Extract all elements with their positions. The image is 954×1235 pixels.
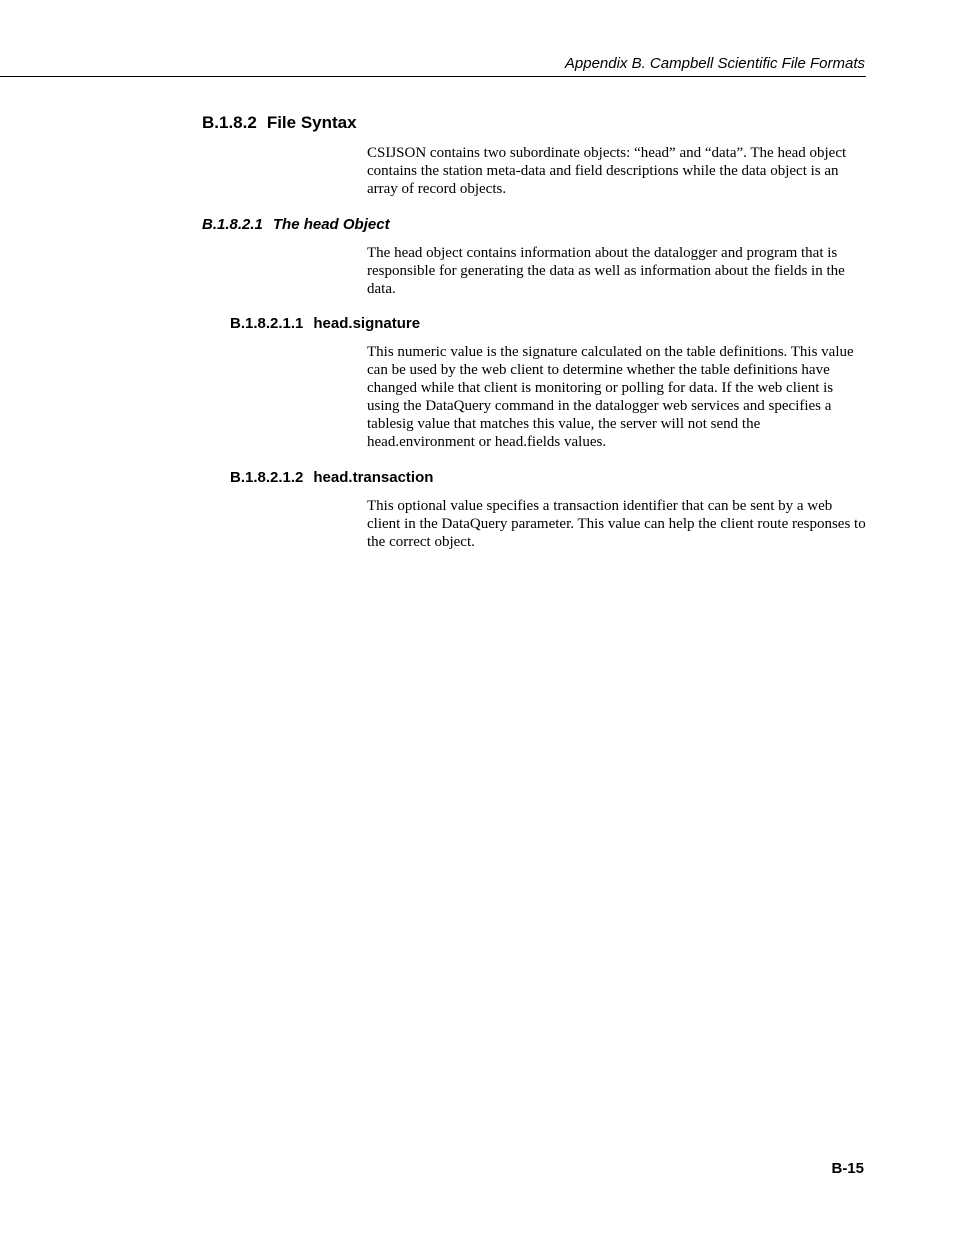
section-number: B.1.8.2.1 [202,216,263,233]
section-title: The head Object [272,216,390,233]
section-title: File Syntax [266,113,357,132]
paragraph-head-object: The head object contains information about the datalogger and program that is responsible for generating the data as well as information about the fields in the data. [367,245,845,297]
section-number: B.1.8.2.1.1 [230,315,304,332]
section-number: B.1.8.2 [202,113,257,132]
page-number: B-15 [831,1160,864,1177]
section-title: head.signature [313,315,421,332]
running-header: Appendix B. Campbell Scientific File Formats [564,55,865,72]
section-heading-head-transaction [230,469,433,487]
paragraph-file-syntax: CSIJSON contains two subordinate objects: “head” and “data”. The head object contains the station meta-data and field descriptions while the data object is an array of record objects. [367,145,847,197]
section-heading-head-signature [230,315,420,333]
section-heading-file-syntax [202,113,357,133]
paragraph-head-signature: This numeric value is the signature calculated on the table definitions. This value can be used by the web client to determine whether the table definitions have changed while that client is monitoring or polling for data. If the web client is using the DataQuery command in the datalogger web services and specifies a tablesig value that matches this value, the server will not send the head.environment or head.fields values. [367,344,854,450]
section-title: head.transaction [313,469,434,486]
paragraph-head-transaction: This optional value specifies a transaction identifier that can be sent by a web client in the DataQuery parameter. This value can help the client route responses to the correct object. [367,498,866,550]
section-number: B.1.8.2.1.2 [230,469,304,486]
header-rule [0,76,866,77]
section-heading-head-object [202,216,390,234]
